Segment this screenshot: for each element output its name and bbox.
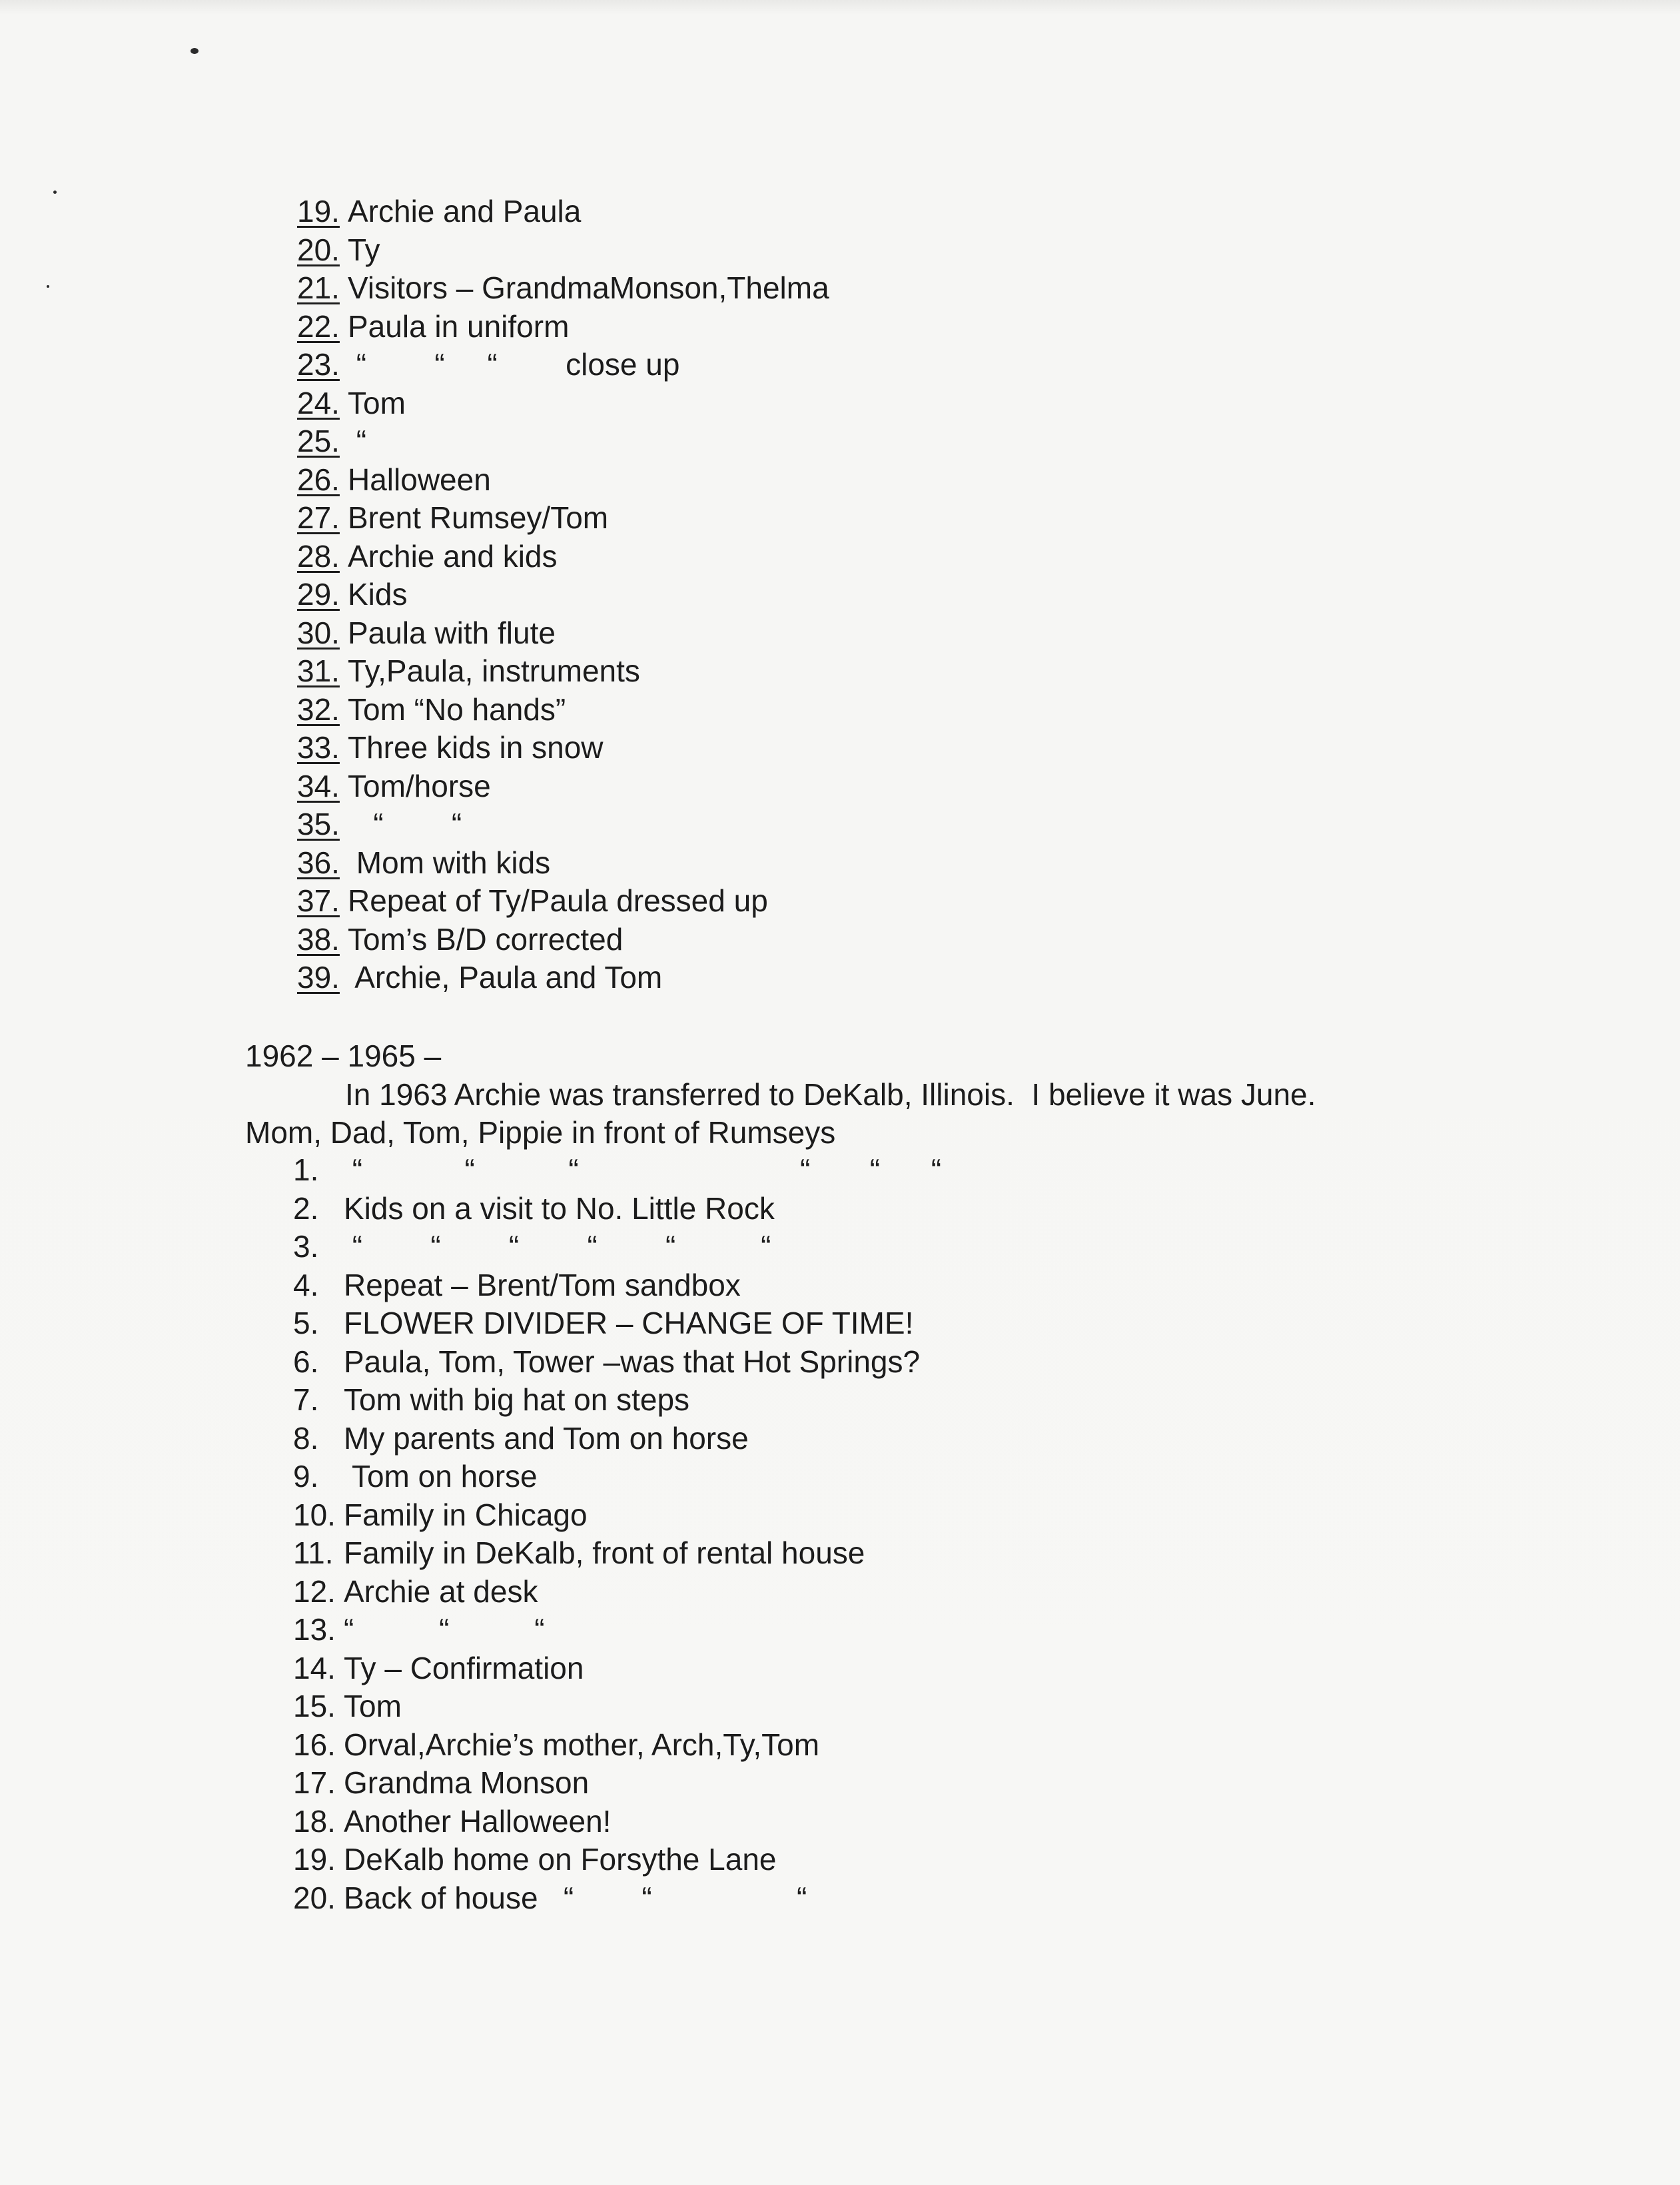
item-caption: Orval,Archie’s mother, Arch,Ty,Tom — [344, 1727, 820, 1762]
item-caption: My parents and Tom on horse — [344, 1420, 749, 1456]
item-number: 24. — [297, 385, 340, 420]
list-item — [297, 537, 1563, 576]
item-caption: Mom with kids — [348, 845, 551, 880]
item-number: 27. — [297, 500, 340, 535]
item-caption: Archie and kids — [348, 538, 558, 574]
scan-speck — [53, 191, 57, 194]
list-item — [293, 1763, 1559, 1802]
item-number: 12. — [293, 1573, 336, 1609]
item-caption: Tom on horse — [344, 1459, 538, 1494]
item-number: 20. — [297, 232, 340, 267]
item-caption: Three kids in snow — [348, 730, 604, 765]
list-item — [293, 1572, 1559, 1611]
item-caption: Halloween — [348, 462, 491, 497]
item-number: 16. — [293, 1727, 336, 1762]
list-item — [293, 1189, 1559, 1228]
list-item — [293, 1725, 1559, 1764]
item-caption: Paula in uniform — [348, 308, 570, 344]
list-item — [293, 1419, 1559, 1458]
item-number: 33. — [297, 730, 340, 765]
item-number: 9. — [293, 1459, 319, 1494]
list-item — [297, 805, 1563, 843]
item-caption: Tom’s B/D corrected — [348, 921, 624, 957]
item-number: 5. — [293, 1306, 319, 1340]
scan-speck — [47, 285, 49, 288]
list-item — [297, 843, 1563, 882]
item-number: 13. — [293, 1612, 336, 1647]
item-caption: Back of house “ “ “ — [344, 1880, 807, 1915]
list-item — [297, 958, 1563, 997]
item-caption: “ “ — [348, 807, 462, 841]
item-caption: Paula with flute — [348, 615, 556, 650]
item-number: 20. — [293, 1880, 336, 1915]
item-number: 22. — [297, 308, 340, 344]
item-caption: Repeat – Brent/Tom sandbox — [344, 1267, 741, 1302]
item-number: 17. — [293, 1765, 336, 1800]
item-caption: Family in DeKalb, front of rental house — [344, 1535, 865, 1570]
item-caption: Tom with big hat on steps — [344, 1382, 690, 1417]
item-number: 34. — [297, 768, 340, 803]
list-item — [293, 1649, 1559, 1687]
item-number: 14. — [293, 1650, 336, 1685]
item-caption: Archie at desk — [344, 1573, 538, 1609]
item-caption: Family in Chicago — [344, 1497, 588, 1532]
list-item — [293, 1457, 1559, 1496]
item-number: 10. — [293, 1497, 336, 1532]
item-caption: “ “ “ — [344, 1612, 545, 1647]
list-item — [297, 230, 1563, 269]
section-heading: 1962 – 1965 – — [245, 1039, 442, 1073]
item-number: 3. — [293, 1229, 319, 1264]
photo-list-part-2 — [293, 1150, 1559, 1917]
item-caption: Archie, Paula and Tom — [348, 960, 663, 995]
item-caption: Ty,Paula, instruments — [348, 654, 640, 688]
scan-speck — [191, 48, 199, 54]
item-caption: “ “ “ “ “ “ — [344, 1152, 942, 1187]
list-item — [297, 498, 1563, 537]
item-caption: “ “ “ close up — [348, 347, 680, 382]
item-number: 38. — [297, 921, 340, 957]
list-item — [297, 652, 1563, 690]
item-caption: Tom/horse — [348, 768, 491, 803]
paragraph-line-2: Mom, Dad, Tom, Pippie in front of Rumseys — [245, 1115, 836, 1150]
item-number: 26. — [297, 462, 340, 497]
item-number: 11. — [293, 1535, 334, 1570]
photo-list-part-1 — [297, 192, 1563, 997]
item-caption: “ “ “ “ “ “ — [344, 1229, 771, 1264]
list-item — [297, 614, 1563, 652]
list-item — [297, 920, 1563, 959]
item-number: 32. — [297, 691, 340, 727]
item-number: 29. — [297, 577, 340, 612]
item-caption: Tom — [344, 1689, 402, 1723]
item-number: 8. — [293, 1420, 319, 1456]
item-number: 2. — [293, 1190, 319, 1226]
item-number: 39. — [297, 960, 340, 995]
list-item — [297, 422, 1563, 460]
list-item — [293, 1802, 1559, 1841]
list-item — [293, 1304, 1559, 1342]
list-item — [293, 1879, 1559, 1917]
item-number: 18. — [293, 1803, 336, 1839]
item-number: 28. — [297, 538, 340, 574]
list-item — [293, 1342, 1559, 1381]
item-number: 30. — [297, 615, 340, 650]
item-number: 6. — [293, 1344, 319, 1379]
item-number: 35. — [297, 807, 340, 841]
item-number: 7. — [293, 1382, 319, 1417]
item-caption: Archie and Paula — [348, 194, 582, 228]
list-item — [293, 1610, 1559, 1649]
list-item — [297, 345, 1563, 384]
item-caption: Brent Rumsey/Tom — [348, 500, 609, 535]
item-caption: DeKalb home on Forsythe Lane — [344, 1842, 777, 1877]
item-caption: Kids — [348, 577, 408, 612]
item-number: 21. — [297, 270, 340, 305]
item-number: 4. — [293, 1267, 319, 1302]
paragraph-line-1: In 1963 Archie was transferred to DeKalb, Illinois. I believe it was June. — [345, 1077, 1316, 1112]
item-number: 19. — [293, 1842, 336, 1877]
list-item — [297, 767, 1563, 805]
list-item — [297, 384, 1563, 422]
item-caption: Kids on a visit to No. Little Rock — [344, 1190, 775, 1226]
list-item — [297, 307, 1563, 346]
item-number: 37. — [297, 883, 340, 918]
item-caption: “ — [348, 424, 367, 458]
item-number: 25. — [297, 424, 340, 458]
list-item — [297, 268, 1563, 307]
list-item — [297, 460, 1563, 499]
item-caption: Tom — [348, 385, 406, 420]
item-number: 31. — [297, 654, 340, 688]
item-number: 23. — [297, 347, 340, 382]
list-item — [297, 881, 1563, 920]
list-item — [293, 1227, 1559, 1266]
item-caption: Ty — [348, 232, 380, 267]
list-item — [297, 192, 1563, 230]
list-item — [297, 575, 1563, 614]
list-item — [293, 1380, 1559, 1419]
item-caption: Ty – Confirmation — [344, 1650, 584, 1685]
list-item — [293, 1150, 1559, 1189]
item-caption: Grandma Monson — [344, 1765, 590, 1800]
list-item — [293, 1496, 1559, 1534]
item-number: 1. — [293, 1152, 319, 1187]
list-item — [297, 690, 1563, 729]
item-caption: Visitors – GrandmaMonson,Thelma — [348, 270, 829, 305]
item-number: 15. — [293, 1689, 336, 1723]
list-item — [293, 1687, 1559, 1725]
item-caption: FLOWER DIVIDER – CHANGE OF TIME! — [344, 1306, 914, 1340]
list-item — [293, 1266, 1559, 1304]
item-caption: Another Halloween! — [344, 1803, 612, 1839]
list-item — [297, 728, 1563, 767]
item-number: 36. — [297, 845, 340, 880]
item-caption: Paula, Tom, Tower –was that Hot Springs? — [344, 1344, 921, 1379]
item-caption: Repeat of Ty/Paula dressed up — [348, 883, 768, 918]
item-caption: Tom “No hands” — [348, 691, 566, 727]
item-number: 19. — [297, 194, 340, 228]
list-item — [293, 1840, 1559, 1879]
list-item — [293, 1533, 1559, 1572]
